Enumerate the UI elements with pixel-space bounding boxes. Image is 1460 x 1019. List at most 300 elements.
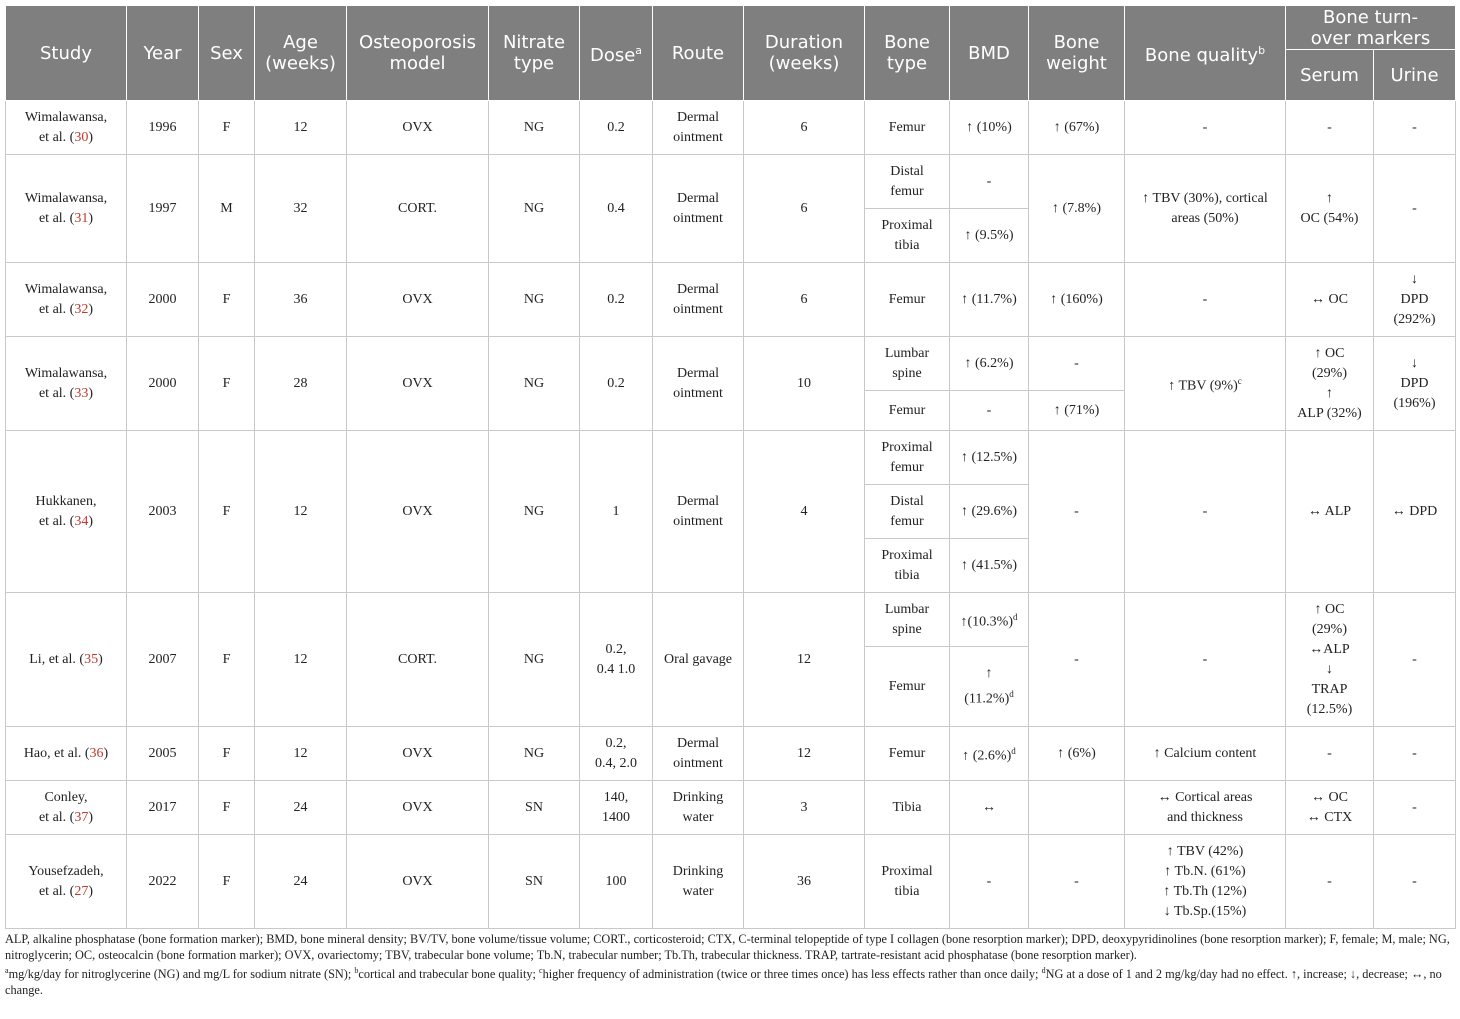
cell-line: ointment	[673, 513, 723, 529]
header-model: Osteoporosis model	[347, 6, 489, 101]
bmd-footnote-mark: d	[1011, 745, 1016, 756]
table-row	[6, 155, 1456, 209]
year-cell: 1996	[127, 101, 199, 155]
author-text: et al. (	[38, 385, 75, 401]
cell-line: ↔ Cortical areas	[1157, 789, 1253, 805]
bone-type-cell	[865, 155, 950, 209]
bone-weight-cell	[1029, 781, 1125, 835]
urine-cell	[1374, 263, 1456, 337]
header-dose: Dose$^a$	[580, 6, 653, 101]
model-cell: CORT.	[347, 593, 489, 727]
footnote-abbreviations: ALP, alkaline phosphatase (bone formation marker); BMD, bone mineral density; BV/TV, bone volume/tissue volume; CORT., corticosteroid; CTX, C-terminal telopeptide of type I collagen (bone resorption marker); DPD, deoxypyridinolines (bone resorption marker); F, female; M, male; NG, nitroglycerin; OC, osteocalcin (bone formation marker); OVX, ovariectomy; TBV, trabecular bone volume; Tb.N, trabecular number; Tb.Th, trabecular thickness. TRAP, tartrate-resistant acid phosphatase (bone resorption marker).	[5, 932, 1450, 962]
age-cell: 24	[255, 835, 347, 929]
cell-line: -	[1327, 745, 1332, 761]
year-cell: 2003	[127, 431, 199, 593]
table-row	[6, 431, 1456, 485]
dose-cell	[580, 781, 653, 835]
bmd-cell	[950, 155, 1029, 209]
nitrate-cell: SN	[489, 781, 580, 835]
route-cell	[653, 593, 744, 727]
model-cell: OVX	[347, 727, 489, 781]
footnote-b: cortical and trabecular bone quality;	[358, 967, 540, 982]
author-text: Hukkanen,	[35, 493, 97, 509]
route-cell	[653, 263, 744, 337]
urine-cell	[1374, 835, 1456, 929]
cell-line: (12.5%)	[1306, 701, 1353, 717]
cell-line: ↓	[1411, 271, 1418, 287]
cell-line: 0.4	[607, 200, 625, 216]
author-text: et al. (	[38, 809, 75, 825]
cell-line: ointment	[673, 301, 723, 317]
cell-line: Lumbar	[884, 601, 930, 617]
sex-cell: M	[199, 155, 255, 263]
cell-line: Tibia	[892, 799, 922, 815]
cell-line: ↑ TBV (30%), cortical	[1142, 190, 1268, 206]
route-cell	[653, 781, 744, 835]
duration-cell: 36	[744, 835, 865, 929]
bmd-cell	[950, 263, 1029, 337]
header-bone-type: Bone type	[865, 6, 950, 101]
table-header	[6, 6, 1456, 101]
bone-quality-cell	[1125, 263, 1286, 337]
author-text: et al. (	[38, 513, 75, 529]
sex-cell: F	[199, 727, 255, 781]
cell-line: -	[1412, 799, 1417, 815]
bmd-cell	[950, 781, 1029, 835]
dose-cell	[580, 727, 653, 781]
reference-link[interactable]: 35	[84, 651, 99, 667]
cell-line: (292%)	[1393, 311, 1436, 327]
cell-line: Lumbar	[884, 345, 930, 361]
cell-line: ↑	[1326, 190, 1333, 206]
dose-cell	[580, 431, 653, 593]
cell-line: ointment	[673, 129, 723, 145]
dose-cell	[580, 263, 653, 337]
model-cell: OVX	[347, 263, 489, 337]
nitrate-cell: NG	[489, 593, 580, 727]
cell-line: (29%)	[1312, 365, 1347, 381]
reference-link[interactable]: 34	[74, 513, 89, 529]
bone-weight-cell: ↑ (160%)	[1029, 263, 1125, 337]
header-duration: Duration (weeks)	[744, 6, 865, 101]
urine-cell	[1374, 593, 1456, 727]
model-cell: OVX	[347, 431, 489, 593]
cell-line: OC (54%)	[1300, 210, 1359, 226]
bone-type-cell	[865, 431, 950, 485]
age-cell: 24	[255, 781, 347, 835]
author-text: Li, et al. (	[29, 651, 85, 667]
bmd-cell	[950, 593, 1029, 647]
cell-line: ↔ ALP	[1307, 503, 1352, 519]
year-cell: 2005	[127, 727, 199, 781]
bone-type-cell	[865, 539, 950, 593]
study-author-cell: Hukkanen, et al. (34)	[6, 431, 127, 593]
sex-cell: F	[199, 835, 255, 929]
bmd-value: -	[986, 873, 992, 889]
header-year: Year	[127, 6, 199, 101]
dose-cell	[580, 593, 653, 727]
bone-weight-cell: ↑ (71%)	[1029, 391, 1125, 431]
study-author-cell: Hao, et al. (36)	[6, 727, 127, 781]
cell-line: Oral gavage	[663, 651, 733, 667]
header-nitrate: Nitrate type	[489, 6, 580, 101]
serum-cell	[1286, 781, 1374, 835]
dose-cell	[580, 155, 653, 263]
cell-line: -	[1327, 873, 1332, 889]
nitrate-cell: NG	[489, 155, 580, 263]
cell-line: ↓ Tb.Sp.(15%)	[1163, 903, 1247, 919]
cell-line: ↔ OC	[1311, 789, 1348, 805]
cell-line: 0.2,	[605, 735, 627, 751]
nitrate-cell: NG	[489, 337, 580, 431]
sex-cell: F	[199, 781, 255, 835]
serum-cell	[1286, 101, 1374, 155]
cell-line: 0.4 1.0	[596, 661, 636, 677]
serum-cell	[1286, 593, 1374, 727]
cell-line: Proximal	[881, 217, 933, 233]
urine-cell	[1374, 781, 1456, 835]
author-text: Wimalawansa,	[24, 365, 108, 381]
sex-cell: F	[199, 101, 255, 155]
cell-line: -	[1202, 119, 1208, 135]
bone-type-cell	[865, 781, 950, 835]
cell-line: -	[1202, 651, 1208, 667]
urine-cell	[1374, 337, 1456, 431]
cell-line: -	[1327, 119, 1332, 135]
cell-line: ↓	[1411, 355, 1418, 371]
bone-type-cell	[865, 391, 950, 431]
cell-line: Proximal	[881, 547, 933, 563]
footnote-d: NG at a dose of 1 and 2 mg/kg/day had no effect. ↑, increase; ↓, decrease; ↔, no change.	[5, 967, 1442, 998]
cell-line: areas (50%)	[1171, 210, 1239, 226]
cell-line: tibia	[894, 567, 920, 583]
cell-line: ointment	[673, 385, 723, 401]
duration-cell: 6	[744, 101, 865, 155]
bmd-footnote-mark: d	[1013, 611, 1018, 622]
cell-line: Drinking	[672, 863, 724, 879]
bone-type-cell	[865, 835, 950, 929]
nitrate-cell: SN	[489, 835, 580, 929]
sex-cell: F	[199, 431, 255, 593]
study-table	[5, 5, 1456, 929]
cell-line: -	[1412, 873, 1417, 889]
cell-line: Distal	[890, 493, 924, 509]
bone-quality-cell	[1125, 337, 1286, 431]
reference-link[interactable]: 33	[74, 385, 89, 401]
bmd-cell	[950, 431, 1029, 485]
author-text: et al. (	[38, 883, 75, 899]
cell-line: Dermal	[677, 190, 719, 206]
author-text: Wimalawansa,	[24, 109, 108, 125]
model-cell: OVX	[347, 101, 489, 155]
study-author-cell: Wimalawansa, et al. (30)	[6, 101, 127, 155]
bone-weight-cell: ↑ (67%)	[1029, 101, 1125, 155]
bmd-value: ↑	[985, 665, 993, 681]
author-text: Wimalawansa,	[24, 190, 108, 206]
cell-line: -	[1412, 651, 1417, 667]
bmd-value: ↑ (41.5%)	[961, 557, 1017, 573]
year-cell: 2007	[127, 593, 199, 727]
author-text: Wimalawansa,	[24, 281, 108, 297]
header-age: Age (weeks)	[255, 6, 347, 101]
age-cell: 28	[255, 337, 347, 431]
bone-type-cell	[865, 263, 950, 337]
age-cell: 12	[255, 431, 347, 593]
route-cell	[653, 727, 744, 781]
author-text: et al. (	[38, 129, 75, 145]
route-cell	[653, 155, 744, 263]
header-markers: Bone turn- over markers	[1286, 6, 1456, 50]
cell-line: ↔ OC	[1311, 291, 1348, 307]
bmd-value: ↑ (2.6%)	[962, 748, 1012, 764]
cell-line: tibia	[894, 237, 920, 253]
duration-cell: 3	[744, 781, 865, 835]
study-author-cell: Wimalawansa, et al. (33)	[6, 337, 127, 431]
serum-cell	[1286, 835, 1374, 929]
table-container	[5, 5, 1455, 998]
header-bone-weight: Bone weight	[1029, 6, 1125, 101]
urine-cell	[1374, 155, 1456, 263]
study-author-cell: Conley, et al. (37)	[6, 781, 127, 835]
header-bmd: BMD	[950, 6, 1029, 101]
route-cell	[653, 835, 744, 929]
cell-line: femur	[890, 513, 924, 529]
bmd-cell	[950, 337, 1029, 391]
reference-link[interactable]: 37	[74, 809, 89, 825]
model-cell: OVX	[347, 835, 489, 929]
model-cell: OVX	[347, 781, 489, 835]
cell-line: 140,	[603, 789, 629, 805]
nitrate-cell: NG	[489, 727, 580, 781]
cell-line: Femur	[888, 291, 926, 307]
cell-line: -	[1412, 200, 1417, 216]
age-cell: 12	[255, 727, 347, 781]
year-cell: 2022	[127, 835, 199, 929]
study-author-cell: Wimalawansa, et al. (32)	[6, 263, 127, 337]
bmd-cell	[950, 391, 1029, 431]
urine-cell	[1374, 431, 1456, 593]
cell-line: and thickness	[1167, 809, 1243, 825]
cell-line: 0.2	[607, 119, 625, 135]
age-cell: 12	[255, 101, 347, 155]
cell-line: ↑ Calcium content	[1153, 745, 1257, 761]
cell-line: tibia	[894, 883, 920, 899]
table-row	[6, 727, 1456, 781]
bmd-value: ↑ (9.5%)	[964, 227, 1014, 243]
study-author-cell: Wimalawansa, et al. (31)	[6, 155, 127, 263]
dose-cell	[580, 835, 653, 929]
duration-cell: 6	[744, 263, 865, 337]
bmd-value: ↑ (10%)	[966, 119, 1012, 135]
reference-link[interactable]: 36	[89, 745, 104, 761]
cell-line: 0.2	[607, 291, 625, 307]
cell-line: ↑	[1326, 385, 1333, 401]
bone-type-cell	[865, 337, 950, 391]
bmd-value: ↑(10.3%)	[960, 614, 1013, 630]
cell-line: DPD	[1400, 291, 1429, 307]
cell-line: 0.2,	[605, 641, 627, 657]
table-row	[6, 337, 1456, 391]
cell-line: Dermal	[677, 109, 719, 125]
cell-line: (29%)	[1312, 621, 1347, 637]
cell-line: -	[1202, 291, 1208, 307]
cell-line: spine	[892, 621, 922, 637]
bmd-cell	[950, 727, 1029, 781]
route-cell	[653, 337, 744, 431]
model-cell: OVX	[347, 337, 489, 431]
author-text: Yousefzadeh,	[28, 863, 104, 879]
cell-line: -	[1202, 503, 1208, 519]
urine-cell	[1374, 101, 1456, 155]
bone-type-cell	[865, 647, 950, 727]
cell-line: spine	[892, 365, 922, 381]
cell-line: 100	[605, 873, 627, 889]
bone-quality-cell	[1125, 781, 1286, 835]
bone-quality-cell	[1125, 727, 1286, 781]
nitrate-cell: NG	[489, 431, 580, 593]
bmd-value: -	[986, 402, 992, 418]
cell-line: Femur	[888, 402, 926, 418]
bone-weight-cell: -	[1029, 593, 1125, 727]
bone-quality-cell	[1125, 101, 1286, 155]
cell-line: Distal	[890, 163, 924, 179]
age-cell: 12	[255, 593, 347, 727]
bone-type-cell	[865, 101, 950, 155]
bone-weight-cell: ↑ (7.8%)	[1029, 155, 1125, 263]
cell-line: ↑ OC	[1314, 345, 1345, 361]
bone-type-cell	[865, 209, 950, 263]
bmd-value-2: (11.2%)	[964, 691, 1010, 707]
header-route: Route	[653, 6, 744, 101]
reference-link[interactable]: 31	[74, 210, 89, 226]
bmd-value: ↑ (12.5%)	[961, 449, 1017, 465]
cell-line: -	[1412, 119, 1417, 135]
cell-line: 1400	[602, 809, 630, 825]
cell-line: DPD	[1400, 375, 1429, 391]
cell-line: femur	[890, 183, 924, 199]
sex-cell: F	[199, 593, 255, 727]
cell-line: ↑ Tb.Th (12%)	[1163, 883, 1247, 899]
header-bone-quality: Bone quality$^b$	[1125, 6, 1286, 101]
cell-line: Femur	[888, 745, 926, 761]
bmd-cell	[950, 835, 1029, 929]
bmd-footnote-mark: d	[1009, 688, 1014, 699]
header-serum: Serum	[1286, 50, 1374, 101]
cell-line: Femur	[888, 119, 926, 135]
route-cell	[653, 431, 744, 593]
dose-cell	[580, 337, 653, 431]
bone-quality-cell	[1125, 155, 1286, 263]
serum-cell	[1286, 727, 1374, 781]
cell-line: Dermal	[677, 735, 719, 751]
serum-cell	[1286, 263, 1374, 337]
reference-link[interactable]: 27	[74, 883, 89, 899]
cell-line: Dermal	[677, 493, 719, 509]
bone-weight-cell: -	[1029, 835, 1125, 929]
duration-cell: 6	[744, 155, 865, 263]
cell-line: water	[682, 883, 714, 899]
cell-line: ointment	[673, 210, 723, 226]
bmd-value: ↑ (6.2%)	[964, 355, 1014, 371]
reference-link[interactable]: 32	[74, 301, 89, 317]
bone-quality-cell	[1125, 835, 1286, 929]
year-cell: 1997	[127, 155, 199, 263]
header-study: Study	[6, 6, 127, 101]
serum-cell	[1286, 155, 1374, 263]
table-row	[6, 835, 1456, 929]
table-row	[6, 781, 1456, 835]
cell-line: 1	[612, 503, 620, 519]
duration-cell: 12	[744, 593, 865, 727]
cell-line: femur	[890, 459, 924, 475]
cell-line: 0.4, 2.0	[595, 755, 637, 771]
bmd-cell	[950, 209, 1029, 263]
bmd-value: ↑ (11.7%)	[961, 291, 1017, 307]
table-row	[6, 101, 1456, 155]
cell-line: ↑ TBV (42%)	[1166, 843, 1244, 859]
cell-line: ↔ CTX	[1306, 809, 1353, 825]
serum-cell	[1286, 431, 1374, 593]
nitrate-cell: NG	[489, 263, 580, 337]
cell-line: Femur	[888, 678, 926, 694]
bmd-value: ↔	[982, 799, 996, 815]
header-urine: Urine	[1374, 50, 1456, 101]
cell-line: Proximal	[881, 439, 933, 455]
sex-cell: F	[199, 263, 255, 337]
header-sex: Sex	[199, 6, 255, 101]
author-text: et al. (	[38, 210, 75, 226]
bone-weight-cell: ↑ (6%)	[1029, 727, 1125, 781]
cell-line: Drinking	[672, 789, 724, 805]
year-cell: 2000	[127, 263, 199, 337]
bone-weight-cell: -	[1029, 337, 1125, 391]
bone-weight-cell: -	[1029, 431, 1125, 593]
cell-line: ↔ DPD	[1391, 503, 1438, 519]
age-cell: 36	[255, 263, 347, 337]
bone-type-cell	[865, 593, 950, 647]
cell-line: ↑ Tb.N. (61%)	[1164, 863, 1246, 879]
author-text: Hao, et al. (	[23, 745, 90, 761]
year-cell: 2017	[127, 781, 199, 835]
cell-line: ↑ OC	[1314, 601, 1345, 617]
cell-line: Proximal	[881, 863, 933, 879]
cell-line: water	[682, 809, 714, 825]
author-text: et al. (	[38, 301, 75, 317]
cell-line: -	[1412, 745, 1417, 761]
bone-type-cell	[865, 727, 950, 781]
bone-quality-cell	[1125, 431, 1286, 593]
bmd-cell	[950, 539, 1029, 593]
bmd-cell	[950, 485, 1029, 539]
bmd-cell	[950, 647, 1029, 727]
bmd-value: ↑ (29.6%)	[961, 503, 1017, 519]
cell-line: Dermal	[677, 365, 719, 381]
urine-cell	[1374, 727, 1456, 781]
duration-cell: 12	[744, 727, 865, 781]
year-cell: 2000	[127, 337, 199, 431]
bmd-value: -	[986, 173, 992, 189]
study-author-cell: Yousefzadeh, et al. (27)	[6, 835, 127, 929]
footnote-c: higher frequency of administration (twice or three times once) has less effects rather than once daily;	[542, 967, 1042, 982]
serum-cell	[1286, 337, 1374, 431]
dose-cell	[580, 101, 653, 155]
bone-type-cell	[865, 485, 950, 539]
cell-line: ↓	[1326, 661, 1333, 677]
cell-line: ALP (32%)	[1297, 405, 1362, 421]
table-footnote: ALP, alkaline phosphatase (bone formation marker); BMD, bone mineral density; BV/TV, bone volume/tissue volume; CORT., corticosteroid; CTX, C-terminal telopeptide of type I collagen (bone resorption marker); DPD, deoxypyridinolines (bone resorption marker); F, female; M, male; NG, nitroglycerin; OC, osteocalcin (bone formation marker); OVX, ovariectomy; TBV, trabecular bone volume; Tb.N, trabecular number; Tb.Th, trabecular thickness. TRAP, tartrate-resistant acid phosphatase (bone resorption marker). $^a$mg/kg/day for nitroglycerine (NG) and mg/L for sodium nitrate (SN); $^b$cortical and trabecular bone quality; $^c$higher frequency of administration (twice or three times once) has less effects rather than once daily; $^d$NG at a dose of 1 and 2 mg/kg/day had no effect. ↑, increase; ↓, decrease; ↔, no change.	[5, 932, 1450, 998]
reference-link[interactable]: 30	[74, 129, 89, 145]
table-row	[6, 593, 1456, 647]
